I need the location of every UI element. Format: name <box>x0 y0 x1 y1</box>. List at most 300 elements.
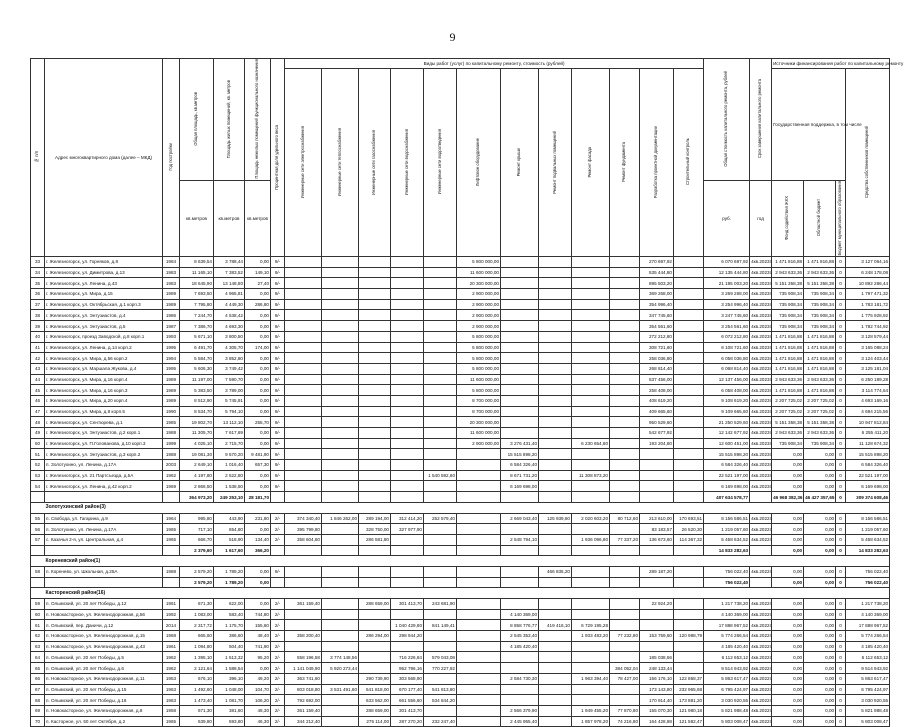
cell-empty <box>539 577 572 588</box>
cell-area-nonres: 0,00 <box>245 363 271 374</box>
total-area-nonres: 28 181,70 <box>245 492 271 503</box>
cell-burden: 9/- <box>271 460 285 471</box>
cell-local: 0 <box>836 395 846 406</box>
cell-number: 67 <box>31 684 45 695</box>
cell-total-cost: 4 185 420,40 <box>704 641 750 652</box>
table-row <box>31 631 890 642</box>
cell-work-10 <box>610 299 640 310</box>
cell-area-living: 4 449,30 <box>214 299 245 310</box>
cell-work-1 <box>285 299 322 310</box>
cell-work-5 <box>424 609 457 620</box>
cell-regional: 2 943 633,36 <box>804 428 836 439</box>
cell-work-12 <box>674 310 704 321</box>
cell-work-5 <box>424 353 457 364</box>
cell-area-total: 7 244,70 <box>180 310 214 321</box>
district-header <box>31 588 890 599</box>
cell-work-4 <box>391 385 424 396</box>
cell-year: 1962 <box>163 663 180 674</box>
cell-work-7 <box>501 342 539 353</box>
cell-work-11: 156 176,10 <box>640 673 674 684</box>
cell-number: 68 <box>31 695 45 706</box>
cell-address: п. Касторное, ул. 50 лет Октября, д.2 <box>45 716 163 727</box>
cell-burden: 2/- <box>271 631 285 642</box>
cell-work-5 <box>424 631 457 642</box>
cell-work-1 <box>285 289 322 300</box>
cell-work-10 <box>610 385 640 396</box>
cell-work-2: 3 531 491,60 <box>322 684 359 695</box>
cell-work-7 <box>501 299 539 310</box>
cell-address: г. Железногорск, ул. Ленина, д.43 <box>45 278 163 289</box>
cell-work-7: 2 548 794,10 <box>501 534 539 545</box>
cell-total-cost: 3 030 920,55 <box>704 695 750 706</box>
cell-work-5 <box>424 342 457 353</box>
cell-work-10 <box>610 449 640 460</box>
cell-local: 0 <box>836 695 846 706</box>
cell-work-11: 173 143,80 <box>640 684 674 695</box>
cell-area-nonres: 0,00 <box>245 257 271 268</box>
cell-area-living: 13 112,10 <box>214 417 245 428</box>
cell-work-5 <box>424 417 457 428</box>
cell-work-6: 11 600 000,00 <box>457 428 501 439</box>
unit-deadline: год <box>750 180 772 256</box>
cell-work-3: 288 659,00 <box>359 705 391 716</box>
cell-work-3 <box>359 406 391 417</box>
cell-work-6 <box>457 695 501 706</box>
header-no: № п/п <box>31 59 45 257</box>
cell-empty <box>359 577 391 588</box>
cell-work-5 <box>424 278 457 289</box>
table-row <box>31 438 890 449</box>
cell-work-1: 344 212,40 <box>285 716 322 727</box>
cell-empty <box>610 545 640 556</box>
cell-number: 53 <box>31 470 45 481</box>
cell-work-2 <box>322 599 359 610</box>
cell-regional: 735 908,34 <box>804 299 836 310</box>
cell-empty <box>610 492 640 503</box>
cell-address: п. Новокасторное, ул. Железнодорожная, д.56 <box>45 609 163 620</box>
cell-area-total: 2 579,20 <box>180 566 214 577</box>
cell-work-6: 20 300 000,00 <box>457 278 501 289</box>
cell-area-nonres: 0,00 <box>245 663 271 674</box>
cell-work-4 <box>391 267 424 278</box>
cell-work-3 <box>359 278 391 289</box>
cell-work-2 <box>322 449 359 460</box>
cell-total-cost: 12 135 444,80 <box>704 267 750 278</box>
cell-area-total: 671,30 <box>180 599 214 610</box>
cell-owners: 15 515 898,20 <box>846 449 890 460</box>
cell-burden: 2/- <box>271 695 285 706</box>
cell-year: 1968 <box>163 631 180 642</box>
cell-area-total: 11 197,00 <box>180 374 214 385</box>
cell-work-6 <box>457 631 501 642</box>
cell-burden: 2/- <box>271 534 285 545</box>
cell-address: п. Золотухино, ул. Ленина, д.17А <box>45 460 163 471</box>
cell-work-4: 301 413,70 <box>391 705 424 716</box>
cell-empty <box>359 545 391 556</box>
cell-work-10 <box>610 684 640 695</box>
cell-work-8 <box>539 609 572 620</box>
cell-work-12 <box>674 470 704 481</box>
cell-work-12 <box>674 267 704 278</box>
table-row <box>31 374 890 385</box>
cell-local: 0 <box>836 641 846 652</box>
cell-work-1: 395 799,80 <box>285 524 322 535</box>
cell-deadline: 4кв.2023г. <box>750 331 772 342</box>
cell-owners: 3 165 088,24 <box>846 342 890 353</box>
cell-work-4: 716 226,84 <box>391 652 424 663</box>
cell-work-12: 170 693,51 <box>674 513 704 524</box>
cell-work-8 <box>539 299 572 310</box>
cell-fund: 0,00 <box>772 460 804 471</box>
cell-work-1 <box>285 374 322 385</box>
cell-work-4 <box>391 321 424 332</box>
cell-work-1 <box>285 428 322 439</box>
cell-work-3 <box>359 289 391 300</box>
cell-regional: 1 471 816,88 <box>804 342 836 353</box>
cell-work-11: 258 408,00 <box>640 385 674 396</box>
cell-area-living: 593,80 <box>214 716 245 727</box>
cell-year: 1963 <box>163 684 180 695</box>
cell-area-living: 381,60 <box>214 705 245 716</box>
table-row <box>31 620 890 631</box>
cell-total-cost: 12 600 451,00 <box>704 438 750 449</box>
total-fund: 0,00 <box>772 577 804 588</box>
cell-total-cost: 4 140 369,00 <box>704 609 750 620</box>
cell-area-total: 1 083,00 <box>180 609 214 620</box>
cell-area-living: 1 513,32 <box>214 652 245 663</box>
cell-work-3 <box>359 385 391 396</box>
cell-area-nonres: 27,40 <box>245 278 271 289</box>
cell-work-2 <box>322 534 359 545</box>
cell-work-1 <box>285 449 322 460</box>
cell-total-cost: 5 803 008,47 <box>704 716 750 727</box>
cell-owners: 6 255 411,20 <box>846 428 890 439</box>
cell-work-9 <box>572 257 610 268</box>
total-area-total: 364 973,20 <box>180 492 214 503</box>
cell-regional: 735 908,34 <box>804 321 836 332</box>
cell-fund: 2 943 633,36 <box>772 374 804 385</box>
total-area-living: 1 617,60 <box>214 545 245 556</box>
cell-work-11: 22 924,20 <box>640 599 674 610</box>
cell-regional: 0,00 <box>804 695 836 706</box>
header-work-1: Инженерные сети электроснабжения <box>285 69 322 257</box>
cell-work-4 <box>391 417 424 428</box>
cell-year: 1985 <box>163 417 180 428</box>
cell-area-living: 3 789,00 <box>214 385 245 396</box>
cell-area-total: 8 639,54 <box>180 257 214 268</box>
cell-work-9 <box>572 417 610 428</box>
cell-work-4: 298 944,20 <box>391 631 424 642</box>
cell-regional: 0,00 <box>804 663 836 674</box>
table-row <box>31 609 890 620</box>
cell-work-4 <box>391 481 424 492</box>
cell-work-10: 384 052,04 <box>610 663 640 674</box>
cell-work-10 <box>610 641 640 652</box>
cell-work-2 <box>322 289 359 300</box>
total-area-living: 249 253,10 <box>214 492 245 503</box>
cell-work-10 <box>610 363 640 374</box>
cell-burden: 2/- <box>271 609 285 620</box>
cell-owners: 6 584 326,40 <box>846 460 890 471</box>
cell-work-7: 2 445 955,40 <box>501 716 539 727</box>
cell-work-7 <box>501 395 539 406</box>
cell-work-10 <box>610 524 640 535</box>
cell-number: 63 <box>31 641 45 652</box>
cell-owners: 1 782 744,92 <box>846 321 890 332</box>
cell-work-10 <box>610 609 640 620</box>
cell-work-3 <box>359 641 391 652</box>
table-row <box>31 310 890 321</box>
cell-work-1 <box>285 470 322 481</box>
cell-work-11 <box>640 481 674 492</box>
cell-total-cost: 6 058 408,00 <box>704 385 750 396</box>
cell-work-7 <box>501 695 539 706</box>
cell-empty <box>322 545 359 556</box>
cell-area-nonres: 174,00 <box>245 342 271 353</box>
cell-number: 60 <box>31 609 45 620</box>
capital-repair-table-wrapper <box>30 58 904 727</box>
cell-work-8 <box>539 673 572 684</box>
cell-work-5 <box>424 299 457 310</box>
cell-number: 50 <box>31 438 45 449</box>
cell-burden: 2/- <box>271 652 285 663</box>
cell-work-10: 77 337,20 <box>610 534 640 545</box>
cell-area-living: 7 590,70 <box>214 374 245 385</box>
header-work-3: Инженерные сети газоснабжения <box>359 69 391 257</box>
cell-total-cost: 5 821 988,48 <box>704 705 750 716</box>
cell-work-5 <box>424 374 457 385</box>
cell-empty <box>31 588 45 599</box>
total-area-nonres: 0,00 <box>245 577 271 588</box>
cell-work-8 <box>539 470 572 481</box>
cell-deadline: 4кв.2022г. <box>750 599 772 610</box>
cell-area-living: 4 965,81 <box>214 289 245 300</box>
cell-number: 40 <box>31 331 45 342</box>
capital-repair-table <box>30 58 904 727</box>
cell-number: 34 <box>31 267 45 278</box>
cell-work-1 <box>285 641 322 652</box>
cell-work-6 <box>457 641 501 652</box>
cell-empty <box>285 545 322 556</box>
cell-number: 56 <box>31 524 45 535</box>
cell-work-1: 803 018,80 <box>285 684 322 695</box>
cell-work-5 <box>424 428 457 439</box>
cell-area-nonres: 0,00 <box>245 428 271 439</box>
cell-area-nonres: 0,00 <box>245 395 271 406</box>
cell-work-3 <box>359 310 391 321</box>
cell-area-nonres: 0,00 <box>245 374 271 385</box>
cell-work-11: 354 561,60 <box>640 321 674 332</box>
cell-total-cost: 6 112 653,12 <box>704 652 750 663</box>
cell-work-4 <box>391 460 424 471</box>
cell-work-4 <box>391 257 424 268</box>
cell-work-2 <box>322 310 359 321</box>
cell-owners: 1 783 181,72 <box>846 299 890 310</box>
cell-work-12 <box>674 620 704 631</box>
unit-area-total: кв.метров <box>180 180 214 256</box>
cell-work-10 <box>610 353 640 364</box>
cell-work-1: 558 196,58 <box>285 652 322 663</box>
cell-work-4 <box>391 353 424 364</box>
cell-deadline: 4кв.2023г. <box>750 481 772 492</box>
cell-work-9: 1 933 483,20 <box>572 631 610 642</box>
cell-work-2 <box>322 278 359 289</box>
cell-number: 69 <box>31 705 45 716</box>
cell-work-1: 374 340,40 <box>285 513 322 524</box>
cell-area-nonres: 657,30 <box>245 460 271 471</box>
cell-area-nonres: 0,00 <box>245 289 271 300</box>
header-work-12: Строительный контроль <box>674 69 704 257</box>
cell-empty <box>391 545 424 556</box>
total-row <box>31 492 890 503</box>
cell-local: 0 <box>836 481 846 492</box>
cell-number: 46 <box>31 395 45 406</box>
cell-work-7: 2 669 043,40 <box>501 513 539 524</box>
cell-year: 1999 <box>163 438 180 449</box>
cell-burden: 9/- <box>271 395 285 406</box>
cell-area-living: 396,10 <box>214 673 245 684</box>
cell-empty <box>31 556 45 567</box>
cell-work-2 <box>322 716 359 727</box>
cell-regional: 2 943 633,36 <box>804 374 836 385</box>
cell-local: 0 <box>836 460 846 471</box>
cell-area-nonres: 0,00 <box>245 406 271 417</box>
cell-work-9 <box>572 524 610 535</box>
cell-empty <box>539 545 572 556</box>
total-area-total: 2 579,20 <box>180 577 214 588</box>
cell-work-9 <box>572 566 610 577</box>
cell-area-total: 1 492,60 <box>180 684 214 695</box>
total-regional: 46 427 357,65 <box>804 492 836 503</box>
cell-work-9: 1 936 096,80 <box>572 534 610 545</box>
cell-work-8: 419 416,10 <box>539 620 572 631</box>
cell-work-9 <box>572 299 610 310</box>
cell-work-5 <box>424 385 457 396</box>
cell-work-10 <box>610 289 640 300</box>
cell-work-2 <box>322 460 359 471</box>
cell-regional: 0,00 <box>804 684 836 695</box>
cell-regional: 1 471 816,88 <box>804 385 836 396</box>
header-regional: Областной бюджет <box>804 180 836 256</box>
cell-work-6 <box>457 705 501 716</box>
header-support-group: Государственная поддержка, в том числе <box>772 69 846 181</box>
cell-work-2 <box>322 267 359 278</box>
cell-area-total: 6 491,70 <box>180 342 214 353</box>
cell-address: г. Железногорск, ул. 21 Партсъезда, д.5А <box>45 470 163 481</box>
cell-deadline: 4кв.2022г. <box>750 566 772 577</box>
cell-burden: 9/- <box>271 267 285 278</box>
cell-area-total: 5 383,50 <box>180 385 214 396</box>
cell-work-9 <box>572 609 610 620</box>
cell-work-7 <box>501 267 539 278</box>
cell-work-9 <box>572 449 610 460</box>
cell-regional: 735 908,34 <box>804 438 836 449</box>
table-row <box>31 524 890 535</box>
cell-area-nonres: 48,30 <box>245 705 271 716</box>
cell-owners: 5 863 617,47 <box>846 673 890 684</box>
cell-regional: 0,00 <box>804 652 836 663</box>
cell-work-8 <box>539 438 572 449</box>
cell-burden: 9/- <box>271 406 285 417</box>
cell-burden: 9/- <box>271 566 285 577</box>
cell-burden: 2/- <box>271 620 285 631</box>
cell-number: 49 <box>31 428 45 439</box>
cell-work-12 <box>674 449 704 460</box>
cell-deadline: 4кв.2022г. <box>750 534 772 545</box>
cell-work-6: 5 800 000,00 <box>457 342 501 353</box>
cell-work-4 <box>391 428 424 439</box>
cell-empty <box>31 502 45 513</box>
cell-year: 1962 <box>163 470 180 481</box>
cell-deadline: 4кв.2023г. <box>750 470 772 481</box>
cell-regional: 2 207 725,02 <box>804 395 836 406</box>
table-row <box>31 417 890 428</box>
cell-year: 1989 <box>163 395 180 406</box>
cell-work-12 <box>674 321 704 332</box>
cell-work-12 <box>674 438 704 449</box>
header-deadline: Срок завершения капитального ремонта <box>750 59 772 181</box>
cell-local: 0 <box>836 620 846 631</box>
district-name: Касторенский район(16) <box>45 588 271 599</box>
cell-work-10 <box>610 406 640 417</box>
cell-work-2 <box>322 374 359 385</box>
cell-total-cost: 6 070 697,92 <box>704 257 750 268</box>
header-work-8: Ремонт подвальных помещений <box>539 69 572 257</box>
cell-work-5 <box>424 524 457 535</box>
cell-work-9 <box>572 321 610 332</box>
cell-work-8 <box>539 534 572 545</box>
cell-work-6: 2 900 000,00 <box>457 289 501 300</box>
unit-area-nonres: кв.метров <box>245 180 271 256</box>
cell-work-3 <box>359 609 391 620</box>
cell-work-11: 289 187,20 <box>640 566 674 577</box>
total-owners: 756 022,40 <box>846 577 890 588</box>
cell-area-nonres: 49,20 <box>245 673 271 684</box>
unit-total-cost: руб. <box>704 180 750 256</box>
cell-work-11: 354 996,40 <box>640 299 674 310</box>
cell-work-5 <box>424 705 457 716</box>
cell-work-3: 286 294,00 <box>359 631 391 642</box>
cell-total-cost: 5 774 266,54 <box>704 631 750 642</box>
cell-burden: 2/- <box>271 599 285 610</box>
cell-work-8 <box>539 395 572 406</box>
cell-fund: 0,00 <box>772 652 804 663</box>
cell-work-12: 26 520,30 <box>674 524 704 535</box>
cell-number: 57 <box>31 534 45 545</box>
cell-burden: 2/- <box>271 673 285 684</box>
cell-work-8 <box>539 374 572 385</box>
cell-fund: 735 908,34 <box>772 321 804 332</box>
cell-owners: 4 694 215,56 <box>846 406 890 417</box>
cell-owners: 3 128 579,44 <box>846 331 890 342</box>
cell-burden: 9/- <box>271 299 285 310</box>
table-row <box>31 257 890 268</box>
cell-deadline: 4кв.2023г. <box>750 363 772 374</box>
cell-fund: 0,00 <box>772 566 804 577</box>
cell-area-total: 676,10 <box>180 673 214 684</box>
cell-work-8 <box>539 460 572 471</box>
cell-regional: 735 908,34 <box>804 289 836 300</box>
cell-empty <box>750 577 772 588</box>
table-row <box>31 534 890 545</box>
cell-work-8 <box>539 321 572 332</box>
cell-year: 1989 <box>163 299 180 310</box>
cell-work-4 <box>391 278 424 289</box>
cell-burden: 9/- <box>271 353 285 364</box>
cell-deadline: 4кв.2022г. <box>750 663 772 674</box>
cell-area-nonres: 255,70 <box>245 417 271 428</box>
cell-owners: 4 693 169,16 <box>846 395 890 406</box>
